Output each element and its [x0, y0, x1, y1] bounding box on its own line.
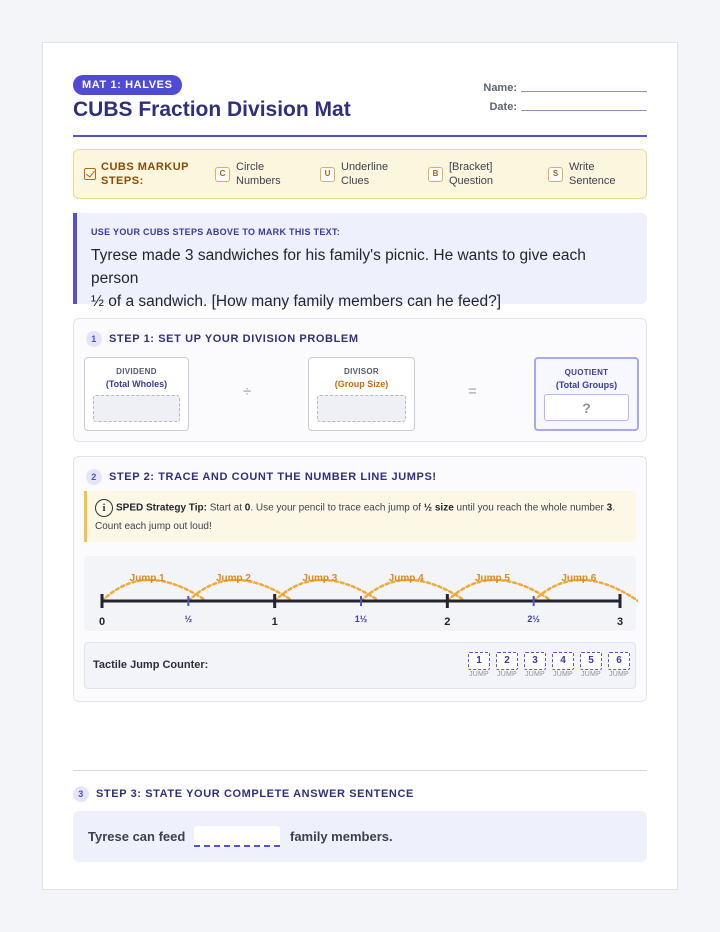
step3-number: 3 [73, 786, 89, 802]
name-field[interactable] [483, 82, 647, 94]
cubs-step-circle [215, 160, 281, 188]
word-problem-text[interactable] [91, 244, 631, 313]
cubs-heading-line2: STEPS: [101, 175, 144, 187]
step3-title: STEP 3: STATE YOUR COMPLETE ANSWER SENTENCE [96, 788, 414, 800]
quotient-input[interactable]: ? [544, 394, 629, 421]
divide-sign: ÷ [243, 383, 252, 400]
jump-label: Jump 4 [388, 573, 424, 584]
section-divider [73, 770, 647, 771]
tip-text: Start at [206, 502, 245, 514]
jump-number: 3 [524, 652, 546, 670]
tip-line2: Count each jump out loud! [95, 520, 212, 532]
jump-label: Jump 2 [215, 573, 252, 584]
step2-title: STEP 2: TRACE AND COUNT THE NUMBER LINE JUMPS! [109, 471, 437, 483]
number-line[interactable] [84, 556, 638, 631]
step-label: Underline [341, 161, 389, 173]
tip-text: . [612, 502, 615, 514]
key-u: U [320, 167, 335, 182]
jump-caption: JUMP [581, 671, 601, 678]
quotient-box [534, 357, 639, 431]
jump-label: Jump 1 [129, 573, 165, 584]
date-label: Date: [489, 101, 517, 113]
jump-caption: JUMP [497, 671, 517, 678]
tip-bold: ½ size [423, 502, 454, 514]
tactile-jump-counter [84, 642, 636, 689]
name-label: Name: [483, 82, 517, 94]
step-label: Circle [236, 161, 265, 173]
cubs-step-bracket [428, 160, 493, 188]
quotient-label: QUOTIENT [564, 368, 609, 377]
date-field[interactable] [489, 101, 647, 113]
divisor-input[interactable] [317, 395, 406, 422]
tick-label: 1 [271, 616, 278, 628]
cubs-heading-line1: CUBS MARKUP [101, 161, 189, 173]
step1-heading [86, 331, 359, 347]
step-label: Numbers [236, 175, 281, 187]
jump-label: Jump 5 [474, 573, 511, 584]
divisor-label: DIVISOR [344, 367, 379, 376]
step1-number: 1 [86, 331, 102, 347]
jump-counter-1[interactable] [468, 652, 490, 678]
jump-counter-4[interactable] [552, 652, 574, 678]
step2-section [73, 456, 647, 702]
step-label: Sentence [569, 175, 616, 187]
checkbox-icon [84, 168, 96, 180]
tip-text: until you reach the whole number [453, 502, 607, 514]
dividend-box [84, 357, 189, 431]
divisor-box [308, 357, 415, 431]
tick-label: 3 [616, 616, 624, 628]
quotient-sublabel: (Total Groups) [555, 380, 618, 390]
step-label: Write [569, 161, 595, 173]
divisor-sublabel: (Group Size) [334, 379, 389, 389]
jump-caption: JUMP [469, 671, 489, 678]
cubs-markup-steps [73, 149, 647, 199]
jump-label: Jump 3 [302, 573, 338, 584]
dividend-label: DIVIDEND [116, 367, 157, 376]
worksheet [42, 42, 678, 890]
word-problem-card [73, 213, 647, 310]
key-s: S [548, 167, 563, 182]
jump-number: 5 [580, 652, 602, 670]
jump-counter-6[interactable] [608, 652, 630, 678]
number-line-panel [84, 556, 636, 631]
jump-counter-5[interactable] [580, 652, 602, 678]
jump-number: 4 [552, 652, 574, 670]
answer-sentence [73, 811, 647, 862]
tip-lead: SPED Strategy Tip: [116, 502, 207, 514]
name-line[interactable] [521, 91, 647, 92]
step2-heading [86, 469, 437, 485]
answer-prefix: Tyrese can feed [88, 829, 186, 844]
step-label: Clues [341, 175, 370, 187]
dividend-input[interactable] [93, 395, 180, 422]
step3-heading [73, 786, 414, 802]
step-label: [Bracket] [449, 161, 493, 173]
jump-counter-2[interactable] [496, 652, 518, 678]
tick-label: 1½ [354, 614, 368, 624]
word-problem-line1: Tyrese made 3 sandwiches for his family's picnic. He wants to give each person [91, 247, 586, 287]
jump-label: Jump 6 [561, 573, 597, 584]
tick-label: 2½ [527, 614, 540, 624]
word-problem-line2: ½ of a sandwich. [How many family members can he feed?] [91, 293, 502, 310]
step2-number: 2 [86, 469, 102, 485]
mat-badge: MAT 1: HALVES [73, 75, 182, 95]
jump-caption: JUMP [609, 671, 629, 678]
key-c: C [215, 167, 230, 182]
tick-label: 2 [444, 616, 451, 628]
sped-strategy-tip [84, 491, 636, 542]
cubs-step-underline [320, 160, 388, 188]
answer-suffix: family members. [290, 829, 393, 844]
step-label: Question [449, 175, 494, 187]
step1-section [73, 318, 647, 442]
date-line[interactable] [521, 110, 647, 111]
jump-number: 2 [496, 652, 518, 670]
jump-caption: JUMP [553, 671, 573, 678]
jump-number: 6 [608, 652, 630, 670]
tick-label: 0 [98, 616, 106, 628]
jump-number: 1 [468, 652, 490, 670]
tick-label: ½ [184, 614, 193, 624]
cubs-heading [84, 160, 189, 188]
jump-counter-3[interactable] [524, 652, 546, 678]
key-b: B [428, 167, 443, 182]
counter-label: Tactile Jump Counter: [93, 659, 209, 671]
page-title: CUBS Fraction Division Mat [73, 98, 351, 121]
word-problem-caption: USE YOUR CUBS STEPS ABOVE TO MARK THIS TEXT: [91, 227, 341, 237]
info-icon: i [95, 499, 113, 517]
tip-text: . Use your pencil to trace each jump of [250, 502, 424, 514]
jump-caption: JUMP [525, 671, 545, 678]
header-divider [73, 135, 647, 137]
tip-bold: 0 [244, 502, 251, 514]
step1-title: STEP 1: SET UP YOUR DIVISION PROBLEM [109, 333, 359, 345]
dividend-sublabel: (Total Wholes) [105, 379, 168, 389]
answer-input[interactable] [194, 826, 280, 847]
tip-bold: 3 [606, 502, 613, 514]
equals-sign: = [468, 383, 477, 400]
cubs-step-write [548, 160, 615, 188]
